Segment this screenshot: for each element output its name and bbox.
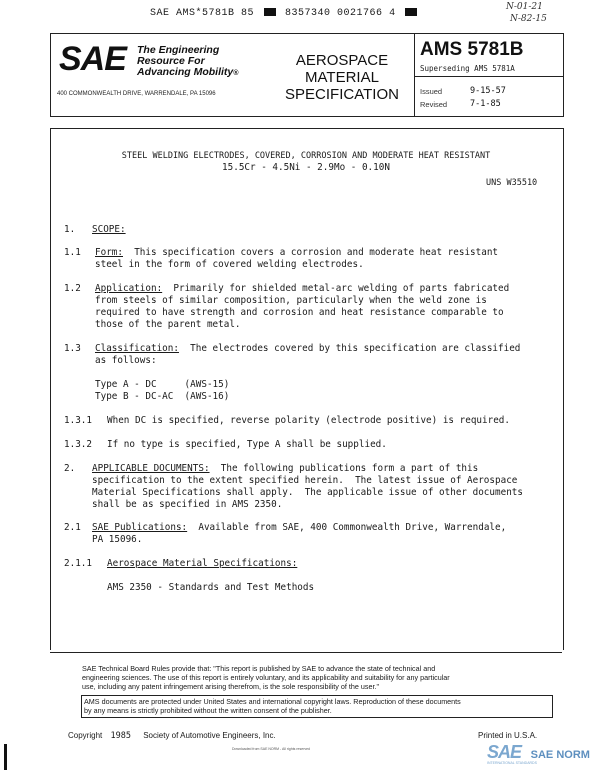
- section-1-2-line-4: those of the parent metal.: [95, 319, 241, 330]
- policy-line-3: use, including any patent infringement arising therefrom, is the sole responsibility of the user.": [82, 682, 379, 691]
- document-code-left: SAE AMS*5781B 85: [150, 8, 255, 19]
- spec-title-line-3: SPECIFICATION: [285, 86, 399, 103]
- type-a-row: Type A - DC (AWS-15): [95, 379, 230, 390]
- handwritten-note-2: N-82-15: [510, 14, 547, 24]
- section-2-1-number: 2.1: [64, 522, 81, 533]
- section-2-number: 2.: [64, 463, 76, 474]
- section-1-number: 1.: [64, 224, 76, 235]
- section-1-title: SCOPE:: [92, 224, 126, 235]
- issued-label: Issued: [420, 87, 443, 96]
- section-1-2: [95, 283, 509, 295]
- section-1-3-heading: Classification:: [95, 343, 179, 354]
- section-1-3-line-1: The electrodes covered by this specification are classified: [190, 343, 521, 354]
- spec-title-line-1: AEROSPACE: [295, 52, 389, 69]
- section-2-1-line-2: PA 15096.: [92, 534, 143, 545]
- section-2: [92, 463, 478, 475]
- document-title: [50, 150, 562, 174]
- handwritten-note-1: N-01-21: [506, 2, 543, 12]
- watermark-subtext: INTERNATIONAL STANDARDS: [487, 761, 537, 765]
- section-1-3-2-text: If no type is specified, Type A shall be supplied.: [107, 439, 387, 450]
- copyright-notice-box: [81, 695, 553, 718]
- section-1-2-line-1: Primarily for shielded metal-arc welding of parts fabricated: [173, 283, 510, 294]
- section-2-1-line-1: Available from SAE, 400 Commonwealth Drive, Warrendale,: [198, 522, 507, 533]
- section-1-3: [95, 343, 520, 355]
- section-2-line-4: shall be as specified in AMS 2350.: [92, 499, 283, 510]
- section-2-1-1-heading: Aerospace Material Specifications:: [107, 558, 298, 569]
- copyright-year: 1985: [110, 731, 131, 741]
- spec-type-title: [271, 52, 413, 103]
- scan-mark: [4, 744, 7, 770]
- ams-2350-reference: AMS 2350 - Standards and Test Methods: [107, 582, 315, 593]
- registered-mark: ®: [233, 70, 239, 77]
- superseding-note: Superseding AMS 5781A: [420, 64, 515, 73]
- sae-address: 400 COMMONWEALTH DRIVE, WARRENDALE, PA 15096: [57, 91, 216, 97]
- section-1-1-line-1: This specification covers a corrosion and moderate heat resistant: [134, 247, 499, 258]
- policy-notice: [82, 664, 552, 691]
- section-1-3-line-2: as follows:: [95, 355, 157, 366]
- header-box: [50, 33, 564, 117]
- section-2-line-1: The following publications form a part of this: [220, 463, 479, 474]
- revised-date: 7-1-85: [470, 99, 501, 109]
- title-line-2: 15.5Cr - 4.5Ni - 2.9Mo - 0.10N: [222, 162, 390, 173]
- section-1-3-number: 1.3: [64, 343, 81, 354]
- tagline-line-3: Advancing Mobility®: [137, 66, 239, 78]
- copyright-notice: [82, 696, 552, 716]
- divider: [415, 76, 564, 77]
- watermark-text: SAE NORM: [530, 749, 590, 761]
- section-2-1-heading: SAE Publications:: [92, 522, 188, 533]
- footer-divider: [50, 652, 562, 653]
- society-name: Society of Automotive Engineers, Inc.: [143, 731, 276, 740]
- section-1-1-heading: Form:: [95, 247, 123, 258]
- policy-line-1: SAE Technical Board Rules provide that: "This report is published by SAE to advance the state of technical and: [82, 664, 436, 673]
- sae-tagline: [137, 45, 238, 79]
- uns-number: UNS W35510: [486, 178, 538, 188]
- watermark-logo: SAE: [487, 742, 522, 762]
- section-1-3-1-text: When DC is specified, reverse polarity (electrode positive) is required.: [107, 415, 510, 426]
- section-1-2-line-3: required to have strength and corrosion and heat resistance comparable to: [95, 307, 504, 318]
- section-2-1-1-number: 2.1.1: [64, 558, 92, 569]
- section-1-1-line-2: steel in the form of covered welding electrodes.: [95, 259, 364, 270]
- spec-title-line-2: MATERIAL: [305, 69, 379, 86]
- sae-logo: [59, 42, 129, 76]
- copyright-line: [68, 731, 276, 741]
- download-notice: Downloaded from SAE NORM - All rights reserved: [232, 747, 310, 751]
- document-code-line: [150, 8, 420, 19]
- doc-number: AMS 5781B: [420, 39, 524, 60]
- tagline-line-1: The Engineering: [137, 44, 220, 56]
- policy-line-2: engineering sciences. The use of this report is entirely voluntary, and its applicability and suitability for any particular: [82, 673, 450, 682]
- section-1-1-number: 1.1: [64, 247, 81, 258]
- sae-logo-text: SAE: [59, 40, 126, 78]
- title-line-1: STEEL WELDING ELECTRODES, COVERED, CORROSION AND MODERATE HEAT RESISTANT: [121, 151, 491, 161]
- section-1-2-number: 1.2: [64, 283, 81, 294]
- document-code-right: 8357340 0021766 4: [285, 8, 396, 19]
- section-1-2-heading: Application:: [95, 283, 163, 294]
- section-1-1: [95, 247, 498, 259]
- section-2-heading: APPLICABLE DOCUMENTS:: [92, 463, 210, 474]
- copyright-line-2: by any means is strictly prohibited without the written consent of the publisher.: [84, 706, 332, 715]
- section-2-1: [92, 522, 506, 534]
- barcode-block-icon: [264, 8, 276, 16]
- copyright-line-1: AMS documents are protected under United States and international copyright laws. Reproduction of these documents: [84, 697, 461, 706]
- section-1-3-2-number: 1.3.2: [64, 439, 92, 450]
- copyright-label: Copyright: [68, 731, 103, 740]
- revised-label: Revised: [420, 100, 448, 109]
- doc-info-panel: [414, 34, 564, 116]
- section-2-line-3: Material Specifications shall apply. The applicable issue of other documents: [92, 487, 523, 498]
- barcode-block-icon: [405, 8, 417, 16]
- section-2-line-2: specification to the extent specified herein. The latest issue of Aerospace: [92, 475, 518, 486]
- sae-norm-watermark: [487, 742, 590, 765]
- section-1-3-1-number: 1.3.1: [64, 415, 92, 426]
- issued-date: 9-15-57: [470, 86, 506, 96]
- section-1-2-line-2: from steels of similar composition, particularly when the weld zone is: [95, 295, 487, 306]
- type-b-row: Type B - DC-AC (AWS-16): [95, 391, 230, 402]
- printed-in: Printed in U.S.A.: [478, 731, 538, 740]
- tagline-line-2: Resource For: [137, 55, 205, 67]
